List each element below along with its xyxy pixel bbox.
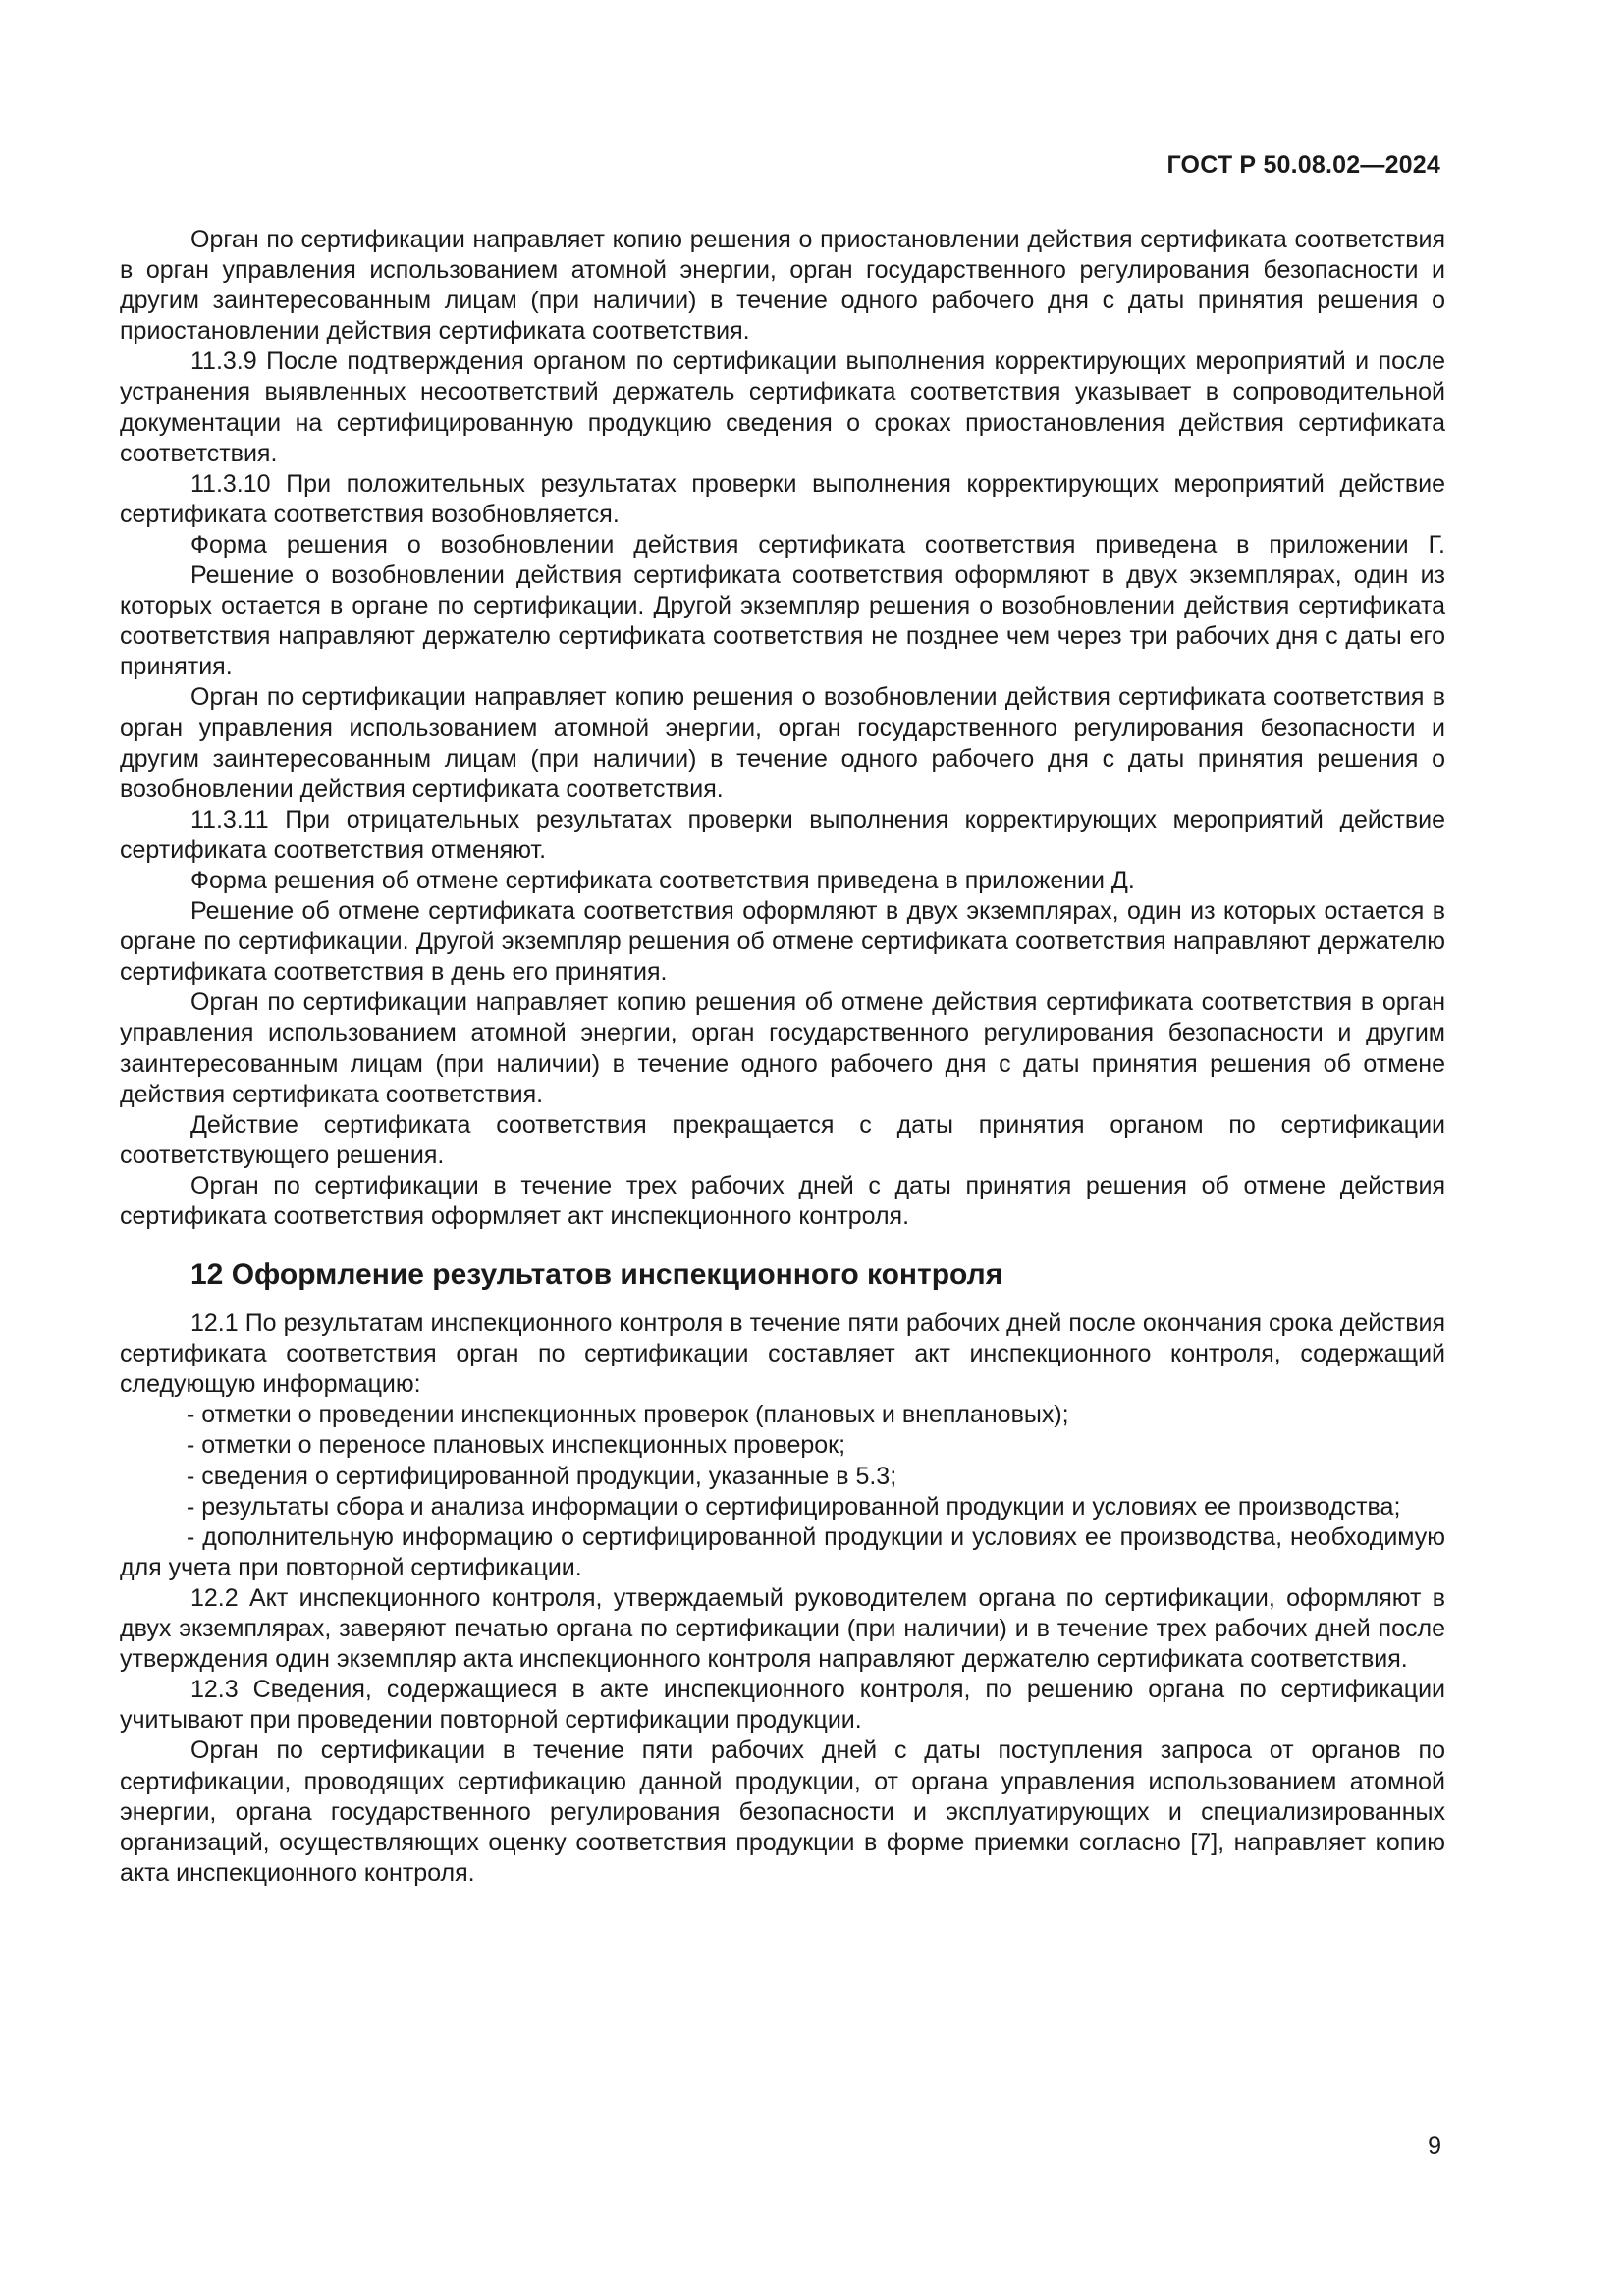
paragraph: 11.3.11 При отрицательных результатах проверки выполнения корректирующих мероприятий действие сертификата соответствия отменяют. <box>120 805 1445 864</box>
paragraph: Решение о возобновлении действия сертификата соответствия оформляют в двух экземплярах, один из которых остается в органе по сертификации. Другой экземпляр решения о возобновлении действия сертификата соответствия направляют держателю сертификата соответствия не позднее чем через три рабочих дня с даты его принятия. <box>120 561 1445 681</box>
paragraph: 12.1 По результатам инспекционного контроля в течение пяти рабочих дней после окончания срока действия сертификата соответствия орган по сертификации составляет акт инспекционного контроля, содержащий следующую информацию: <box>120 1309 1445 1399</box>
paragraph: 12.3 Сведения, содержащиеся в акте инспекционного контроля, по решению органа по сертификации учитывают при проведении повторной сертификации продукции. <box>120 1676 1445 1735</box>
paragraph: 12.2 Акт инспекционного контроля, утверждаемый руководителем органа по сертификации, оформляют в двух экземплярах, заверяют печатью органа по сертификации (при наличии) и в течение трех рабочих дней после утверждения один экземпляр акта инспекционного контроля направляют держателю сертификата соответствия. <box>120 1583 1445 1674</box>
paragraph: Орган по сертификации в течение пяти рабочих дней с даты поступления запроса от органов по сертификации, проводящих сертификацию данной продукции, от органа управления использованием атомной энергии, органа государственного регулирования безопасности и эксплуатирующих и специализированных организаций, осуществляющих оценку соответствия продукции в форме приемки согласно [7], направляет копию акта инспекционного контроля. <box>120 1736 1445 1887</box>
paragraph: Действие сертификата соответствия прекращается с даты принятия органом по сертификации соответствующего решения. <box>120 1110 1445 1169</box>
paragraph: Орган по сертификации в течение трех рабочих дней с даты принятия решения об отмене действия сертификата соответствия оформляет акт инспекционного контроля. <box>120 1171 1445 1230</box>
page-number: 9 <box>1428 2132 1441 2160</box>
document-code: ГОСТ Р 50.08.02—2024 <box>1166 151 1440 179</box>
list-item: - дополнительную информацию о сертифицированной продукции и условиях ее производства, необходимую для учета при повторной сертификации. <box>120 1522 1445 1581</box>
body-text <box>120 225 1445 1889</box>
list-item: - отметки о переносе плановых инспекционных проверок; <box>187 1431 846 1460</box>
paragraph: Решение об отмене сертификата соответствия оформляют в двух экземплярах, один из которых остается в органе по сертификации. Другой экземпляр решения об отмене сертификата соответствия направляют держателю сертификата соответствия в день его принятия. <box>120 897 1445 987</box>
paragraph: Форма решения о возобновлении действия сертификата соответствия приведена в приложении Г. <box>190 530 1445 559</box>
paragraph: 11.3.9 После подтверждения органом по сертификации выполнения корректирующих мероприятий и после устранения выявленных несоответствий держатель сертификата соответствия указывает в сопроводительной документации на сертифицированную продукцию сведения о сроках приостановления действия сертификата соответствия. <box>120 347 1445 467</box>
paragraph: 11.3.10 При положительных результатах проверки выполнения корректирующих мероприятий действие сертификата соответствия возобновляется. <box>120 469 1445 528</box>
paragraph: Форма решения об отмене сертификата соответствия приведена в приложении Д. <box>190 866 1135 894</box>
paragraph: Орган по сертификации направляет копию решения об отмене действия сертификата соответствия в орган управления использованием атомной энергии, орган государственного регулирования безопасности и другим заинтересованным лицам (при наличии) в течение одного рабочего дня с даты принятия решения об отмене действия сертификата соответствия. <box>120 988 1445 1108</box>
section-heading: 12 Оформление результатов инспекционного контроля <box>190 1258 1003 1292</box>
list-item: - отметки о проведении инспекционных проверок (плановых и внеплановых); <box>187 1401 1069 1429</box>
list-item: - сведения о сертифицированной продукции, указанные в 5.3; <box>187 1462 897 1490</box>
paragraph: Орган по сертификации направляет копию решения о приостановлении действия сертификата соответствия в орган управления использованием атомной энергии, орган государственного регулирования безопасности и другим заинтересованным лицам (при наличии) в течение одного рабочего дня с даты принятия решения о приостановлении действия сертификата соответствия. <box>120 226 1445 346</box>
paragraph: Орган по сертификации направляет копию решения о возобновлении действия сертификата соответствия в орган управления использованием атомной энергии, орган государственного регулирования безопасности и другим заинтересованным лицам (при наличии) в течение одного рабочего дня с даты принятия решения о возобновлении действия сертификата соответствия. <box>120 683 1445 803</box>
list-item: - результаты сбора и анализа информации о сертифицированной продукции и условиях ее производства; <box>187 1492 1401 1521</box>
